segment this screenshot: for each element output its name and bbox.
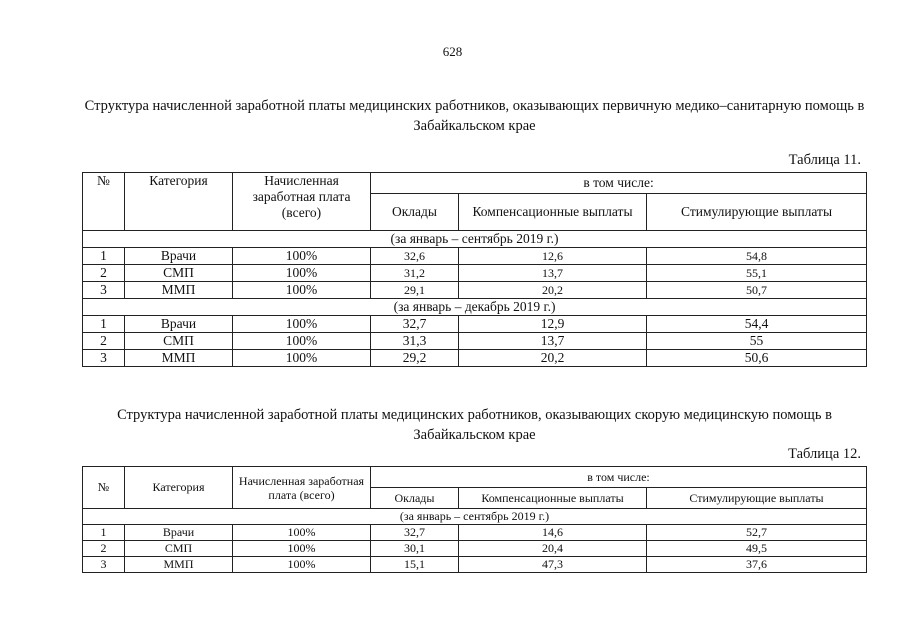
cell-category: Врачи	[125, 525, 233, 541]
cell-salary: 31,2	[371, 265, 459, 282]
cell-total: 100%	[233, 350, 371, 367]
cell-incentive: 50,7	[647, 282, 867, 299]
cell-category: Врачи	[125, 316, 233, 333]
period-row	[83, 509, 867, 525]
cell-num: 1	[83, 316, 125, 333]
cell-compensation: 13,7	[459, 265, 647, 282]
cell-category: ММП	[125, 350, 233, 367]
cell-incentive: 54,8	[647, 248, 867, 265]
cell-num: 1	[83, 248, 125, 265]
header-total: Начисленная заработная плата (всего)	[233, 467, 371, 509]
table-row	[83, 265, 867, 282]
cell-num: 3	[83, 350, 125, 367]
header-including: в том числе:	[371, 173, 867, 194]
page-number: 628	[442, 44, 463, 59]
period-label: (за январь – сентябрь 2019 г.)	[83, 509, 867, 525]
header-compensation: Компенсационные выплаты	[459, 194, 647, 231]
cell-num: 2	[83, 265, 125, 282]
cell-salary: 29,2	[371, 350, 459, 367]
cell-incentive: 49,5	[647, 541, 867, 557]
header-category: Категория	[125, 173, 233, 231]
cell-category: СМП	[125, 541, 233, 557]
table-12	[82, 466, 867, 573]
cell-num: 3	[83, 557, 125, 573]
cell-compensation: 13,7	[459, 333, 647, 350]
cell-incentive: 50,6	[647, 350, 867, 367]
header-total: Начисленная заработная плата (всего)	[233, 173, 371, 231]
cell-total: 100%	[233, 248, 371, 265]
header-compensation: Компенсационные выплаты	[459, 488, 647, 509]
cell-compensation: 14,6	[459, 525, 647, 541]
table-11-label: Таблица 11.	[788, 152, 861, 168]
period-row	[83, 299, 867, 316]
cell-incentive: 54,4	[647, 316, 867, 333]
cell-incentive: 55,1	[647, 265, 867, 282]
table-header-row	[83, 173, 867, 194]
cell-total: 100%	[233, 333, 371, 350]
cell-total: 100%	[233, 525, 371, 541]
cell-compensation: 47,3	[459, 557, 647, 573]
header-num: №	[83, 467, 125, 509]
cell-incentive: 55	[647, 333, 867, 350]
cell-num: 3	[83, 282, 125, 299]
table-row	[83, 541, 867, 557]
cell-salary: 29,1	[371, 282, 459, 299]
table-row	[83, 525, 867, 541]
cell-salary: 15,1	[371, 557, 459, 573]
header-salary: Оклады	[371, 194, 459, 231]
header-salary: Оклады	[371, 488, 459, 509]
cell-category: ММП	[125, 557, 233, 573]
cell-category: СМП	[125, 333, 233, 350]
table-11	[82, 172, 867, 367]
table-header-row	[83, 467, 867, 488]
cell-total: 100%	[233, 265, 371, 282]
cell-compensation: 20,2	[459, 350, 647, 367]
cell-total: 100%	[233, 316, 371, 333]
cell-salary: 32,7	[371, 316, 459, 333]
cell-category: Врачи	[125, 248, 233, 265]
table-row	[83, 557, 867, 573]
cell-total: 100%	[233, 282, 371, 299]
cell-compensation: 12,9	[459, 316, 647, 333]
cell-num: 2	[83, 333, 125, 350]
cell-category: СМП	[125, 265, 233, 282]
period-row	[83, 231, 867, 248]
cell-compensation: 12,6	[459, 248, 647, 265]
cell-total: 100%	[233, 557, 371, 573]
header-num: №	[83, 173, 125, 231]
header-category: Категория	[125, 467, 233, 509]
cell-salary: 32,6	[371, 248, 459, 265]
header-incentive: Стимулирующие выплаты	[647, 194, 867, 231]
cell-total: 100%	[233, 541, 371, 557]
period-label: (за январь – декабрь 2019 г.)	[83, 299, 867, 316]
period-label: (за январь – сентябрь 2019 г.)	[83, 231, 867, 248]
header-including: в том числе:	[371, 467, 867, 488]
cell-compensation: 20,2	[459, 282, 647, 299]
cell-incentive: 52,7	[647, 525, 867, 541]
table-row	[83, 350, 867, 367]
header-incentive: Стимулирующие выплаты	[647, 488, 867, 509]
cell-incentive: 37,6	[647, 557, 867, 573]
table-row	[83, 333, 867, 350]
table-12-label: Таблица 12.	[788, 446, 861, 462]
table-row	[83, 282, 867, 299]
table-row	[83, 248, 867, 265]
cell-salary: 30,1	[371, 541, 459, 557]
cell-salary: 32,7	[371, 525, 459, 541]
cell-category: ММП	[125, 282, 233, 299]
section-2-title: Структура начисленной заработной платы медицинских работников, оказывающих скорую медицинскую помощь в Забайкальском крае	[117, 407, 832, 443]
cell-num: 1	[83, 525, 125, 541]
cell-compensation: 20,4	[459, 541, 647, 557]
cell-num: 2	[83, 541, 125, 557]
table-row	[83, 316, 867, 333]
cell-salary: 31,3	[371, 333, 459, 350]
section-1-title: Структура начисленной заработной платы медицинских работников, оказывающих первичную медико–санитарную помощь в Забайкальском крае	[84, 98, 865, 134]
